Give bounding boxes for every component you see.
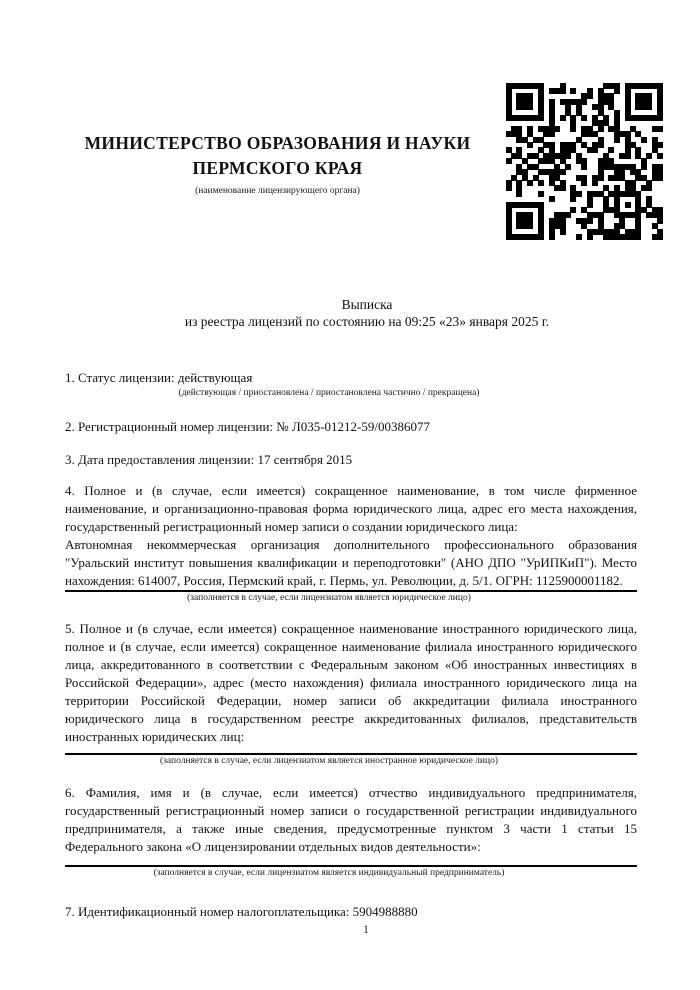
page-number: 1 xyxy=(363,924,369,936)
item-6-individual-entrepreneur xyxy=(65,784,637,880)
extract-subtitle: из реестра лицензий по состоянию на 09:25 «23» января 2025 г. xyxy=(184,314,550,329)
license-date-text: 3. Дата предоставления лицензии: 17 сентября 2015 xyxy=(65,452,353,467)
legal-entity-value: Автономная некоммерческая организация дополнительного профессионального образования "Уральский институт повышения квалификации и переподготовки" (АНО ДПО "УрИПКиП"). Место нахождения: 614007, Россия, Пермский край, г. Пермь, ул. Революции, д. 5/1. ОГРН: 1125900001182. xyxy=(65,537,637,588)
item-1-license-status xyxy=(65,369,637,400)
taxpayer-number-text: 7. Идентификационный номер налогоплательщика: 5904988880 xyxy=(65,904,418,919)
license-status-options-note: (действующая / приостановлена / приостановлена частично / прекращена) xyxy=(178,388,480,398)
item-5-foreign-entity xyxy=(65,620,637,768)
item-2-registration-number xyxy=(65,418,637,436)
ministry-name-line2: ПЕРМСКОГО КРАЯ xyxy=(192,158,363,178)
legal-entity-note: (заполняется в случае, если лицензиатом является юридическое лицо) xyxy=(187,593,471,603)
item-7-taxpayer-number xyxy=(65,903,637,921)
qr-code xyxy=(506,83,663,240)
legal-entity-label: 4. Полное и (в случае, если имеется) сокращенное наименование, в том числе фирменное наименование, и организационно-правовая форма юридического лица, адрес его места нахождения, государственный регистрационный номер записи о создании юридического лица: xyxy=(65,483,637,534)
item-3-license-date xyxy=(65,451,637,469)
individual-entrepreneur-note: (заполняется в случае, если лицензиатом является индивидуальный предприниматель) xyxy=(153,868,505,878)
extract-title-block xyxy=(65,296,637,330)
extract-title: Выписка xyxy=(341,297,393,312)
item-4-legal-entity xyxy=(65,482,637,605)
foreign-entity-label: 5. Полное и (в случае, если имеется) сокращенное наименование иностранного юридического лица, полное и (в случае, если имеется) сокращенное наименование филиала иностранного юридического лица, аккредитованного в соответствии с Федеральным законом «Об иностранных инвестициях в Российской Федерации», адрес (место нахождения) филиала иностранного юридического лица на территории Российской Федерации, номер записи об аккредитации филиала иностранного юридического лица в государственном реестре аккредитованных филиалов, представительств иностранных юридических лиц: xyxy=(65,621,637,744)
registration-number-text: 2. Регистрационный номер лицензии: № Л035-01212-59/00386077 xyxy=(65,419,431,434)
license-status-text: 1. Статус лицензии: действующая xyxy=(65,370,253,385)
document-content xyxy=(65,296,637,921)
licensing-authority-header xyxy=(65,131,490,197)
licensing-authority-caption: (наименование лицензирующего органа) xyxy=(195,186,360,196)
ministry-name-line1: МИНИСТЕРСТВО ОБРАЗОВАНИЯ И НАУКИ xyxy=(84,133,471,153)
foreign-entity-note: (заполняется в случае, если лицензиатом является иностранное юридическое лицо) xyxy=(160,756,498,766)
individual-entrepreneur-label: 6. Фамилия, имя и (в случае, если имеется) отчество индивидуального предпринимателя, государственный регистрационный номер записи о государственной регистрации индивидуального предпринимателя, а также иные сведения, предусмотренные пунктом 3 части 1 статьи 15 Федерального закона «О лицензировании отдельных видов деятельности»: xyxy=(65,785,637,854)
